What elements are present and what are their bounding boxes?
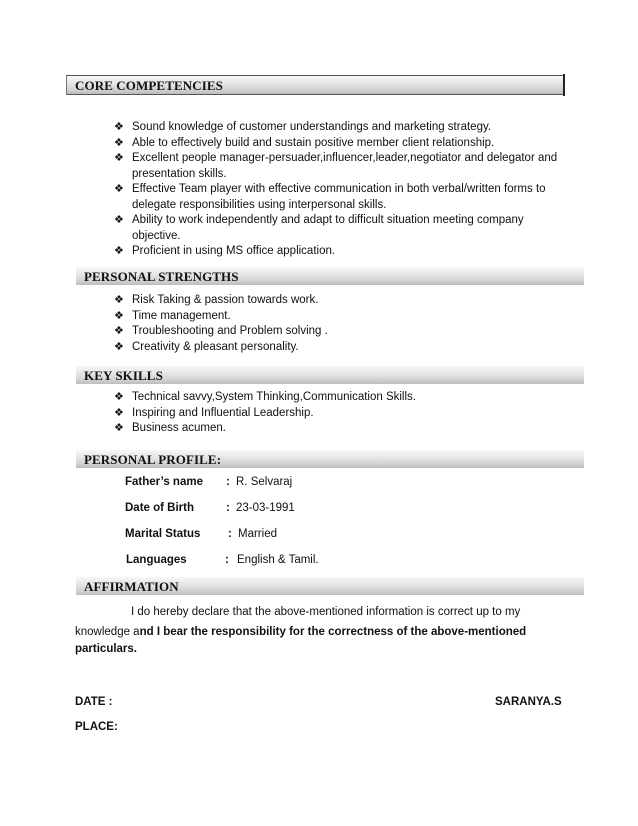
profile-label: Languages — [126, 554, 187, 566]
diamond-bullet-icon: ❖ — [114, 121, 124, 133]
profile-value: 23-03-1991 — [236, 502, 295, 514]
list-item: ❖ Excellent people manager-persuader,influencer,leader,negotiator and delegator and — [114, 151, 557, 167]
diamond-bullet-icon: ❖ — [114, 391, 124, 403]
list-item-continuation: objective. — [132, 229, 181, 242]
diamond-bullet-icon: ❖ — [114, 245, 124, 257]
profile-label: Marital Status — [125, 528, 201, 540]
profile-colon: : — [226, 502, 230, 514]
affirmation-line-1: I do hereby declare that the above-mentioned information is correct up to my — [131, 606, 521, 618]
profile-label: Date of Birth — [125, 502, 194, 514]
diamond-bullet-icon: ❖ — [114, 422, 124, 434]
list-item: ❖ Proficient in using MS office application. — [114, 244, 557, 260]
affirmation-line-2: knowledge and I bear the responsibility for the correctness of the above-mentioned — [75, 626, 527, 638]
section-header-strengths — [76, 267, 584, 285]
profile-value: R. Selvaraj — [236, 476, 293, 488]
section-title: PERSONAL PROFILE: — [84, 452, 222, 467]
diamond-bullet-icon: ❖ — [114, 406, 124, 419]
profile-colon: : — [228, 528, 232, 540]
list-item: ❖ Time management. — [114, 309, 328, 325]
affirmation-line-3: particulars. — [75, 643, 137, 655]
diamond-bullet-icon: ❖ — [114, 152, 124, 164]
list-item: ❖ Sound knowledge of customer understandings and marketing strategy. — [114, 120, 557, 136]
list-item: ❖ Inspiring and Influential Leadership. — [114, 406, 416, 422]
list-item: ❖ Ability to work independently and adapt to difficult situation meeting company — [114, 213, 557, 229]
list-item: ❖ Business acumen. — [114, 421, 416, 437]
date-label: DATE : — [75, 696, 113, 708]
core-list — [114, 120, 557, 260]
list-item: ❖ Risk Taking & passion towards work. — [114, 293, 328, 309]
section-title: AFFIRMATION — [84, 579, 179, 594]
section-header-profile — [76, 450, 584, 468]
diamond-bullet-icon: ❖ — [114, 340, 124, 353]
profile-value: English & Tamil. — [237, 554, 319, 566]
diamond-bullet-icon: ❖ — [114, 214, 124, 226]
list-item-continuation: presentation skills. — [132, 167, 227, 180]
list-item: ❖ Creativity & pleasant personality. — [114, 340, 328, 356]
diamond-bullet-icon: ❖ — [114, 309, 124, 322]
diamond-bullet-icon: ❖ — [114, 136, 124, 149]
list-item-continuation: delegate responsibilities using interpersonal skills. — [132, 198, 387, 211]
profile-value: Married — [238, 528, 277, 540]
skills-list — [114, 390, 416, 437]
section-title: PERSONAL STRENGTHS — [84, 269, 239, 284]
list-item: ❖ Technical savvy,System Thinking,Communication Skills. — [114, 390, 416, 406]
signature-name: SARANYA.S — [495, 696, 562, 708]
profile-label: Father’s name — [125, 476, 203, 488]
list-item: ❖ Able to effectively build and sustain positive member client relationship. — [114, 136, 557, 152]
profile-colon: : — [225, 554, 229, 566]
strengths-list — [114, 293, 328, 355]
section-title: KEY SKILLS — [84, 368, 163, 383]
diamond-bullet-icon: ❖ — [114, 325, 124, 337]
section-header-core — [66, 75, 564, 95]
section-header-affirmation — [76, 577, 584, 595]
section-title: CORE COMPETENCIES — [75, 78, 223, 93]
diamond-bullet-icon: ❖ — [114, 294, 124, 306]
section-header-skills — [76, 366, 584, 384]
divider — [563, 74, 565, 96]
diamond-bullet-icon: ❖ — [114, 183, 124, 195]
list-item: ❖ Effective Team player with effective communication in both verbal/written forms to — [114, 182, 557, 198]
place-label: PLACE: — [75, 721, 118, 733]
list-item: ❖ Troubleshooting and Problem solving . — [114, 324, 328, 340]
profile-colon: : — [226, 476, 230, 488]
